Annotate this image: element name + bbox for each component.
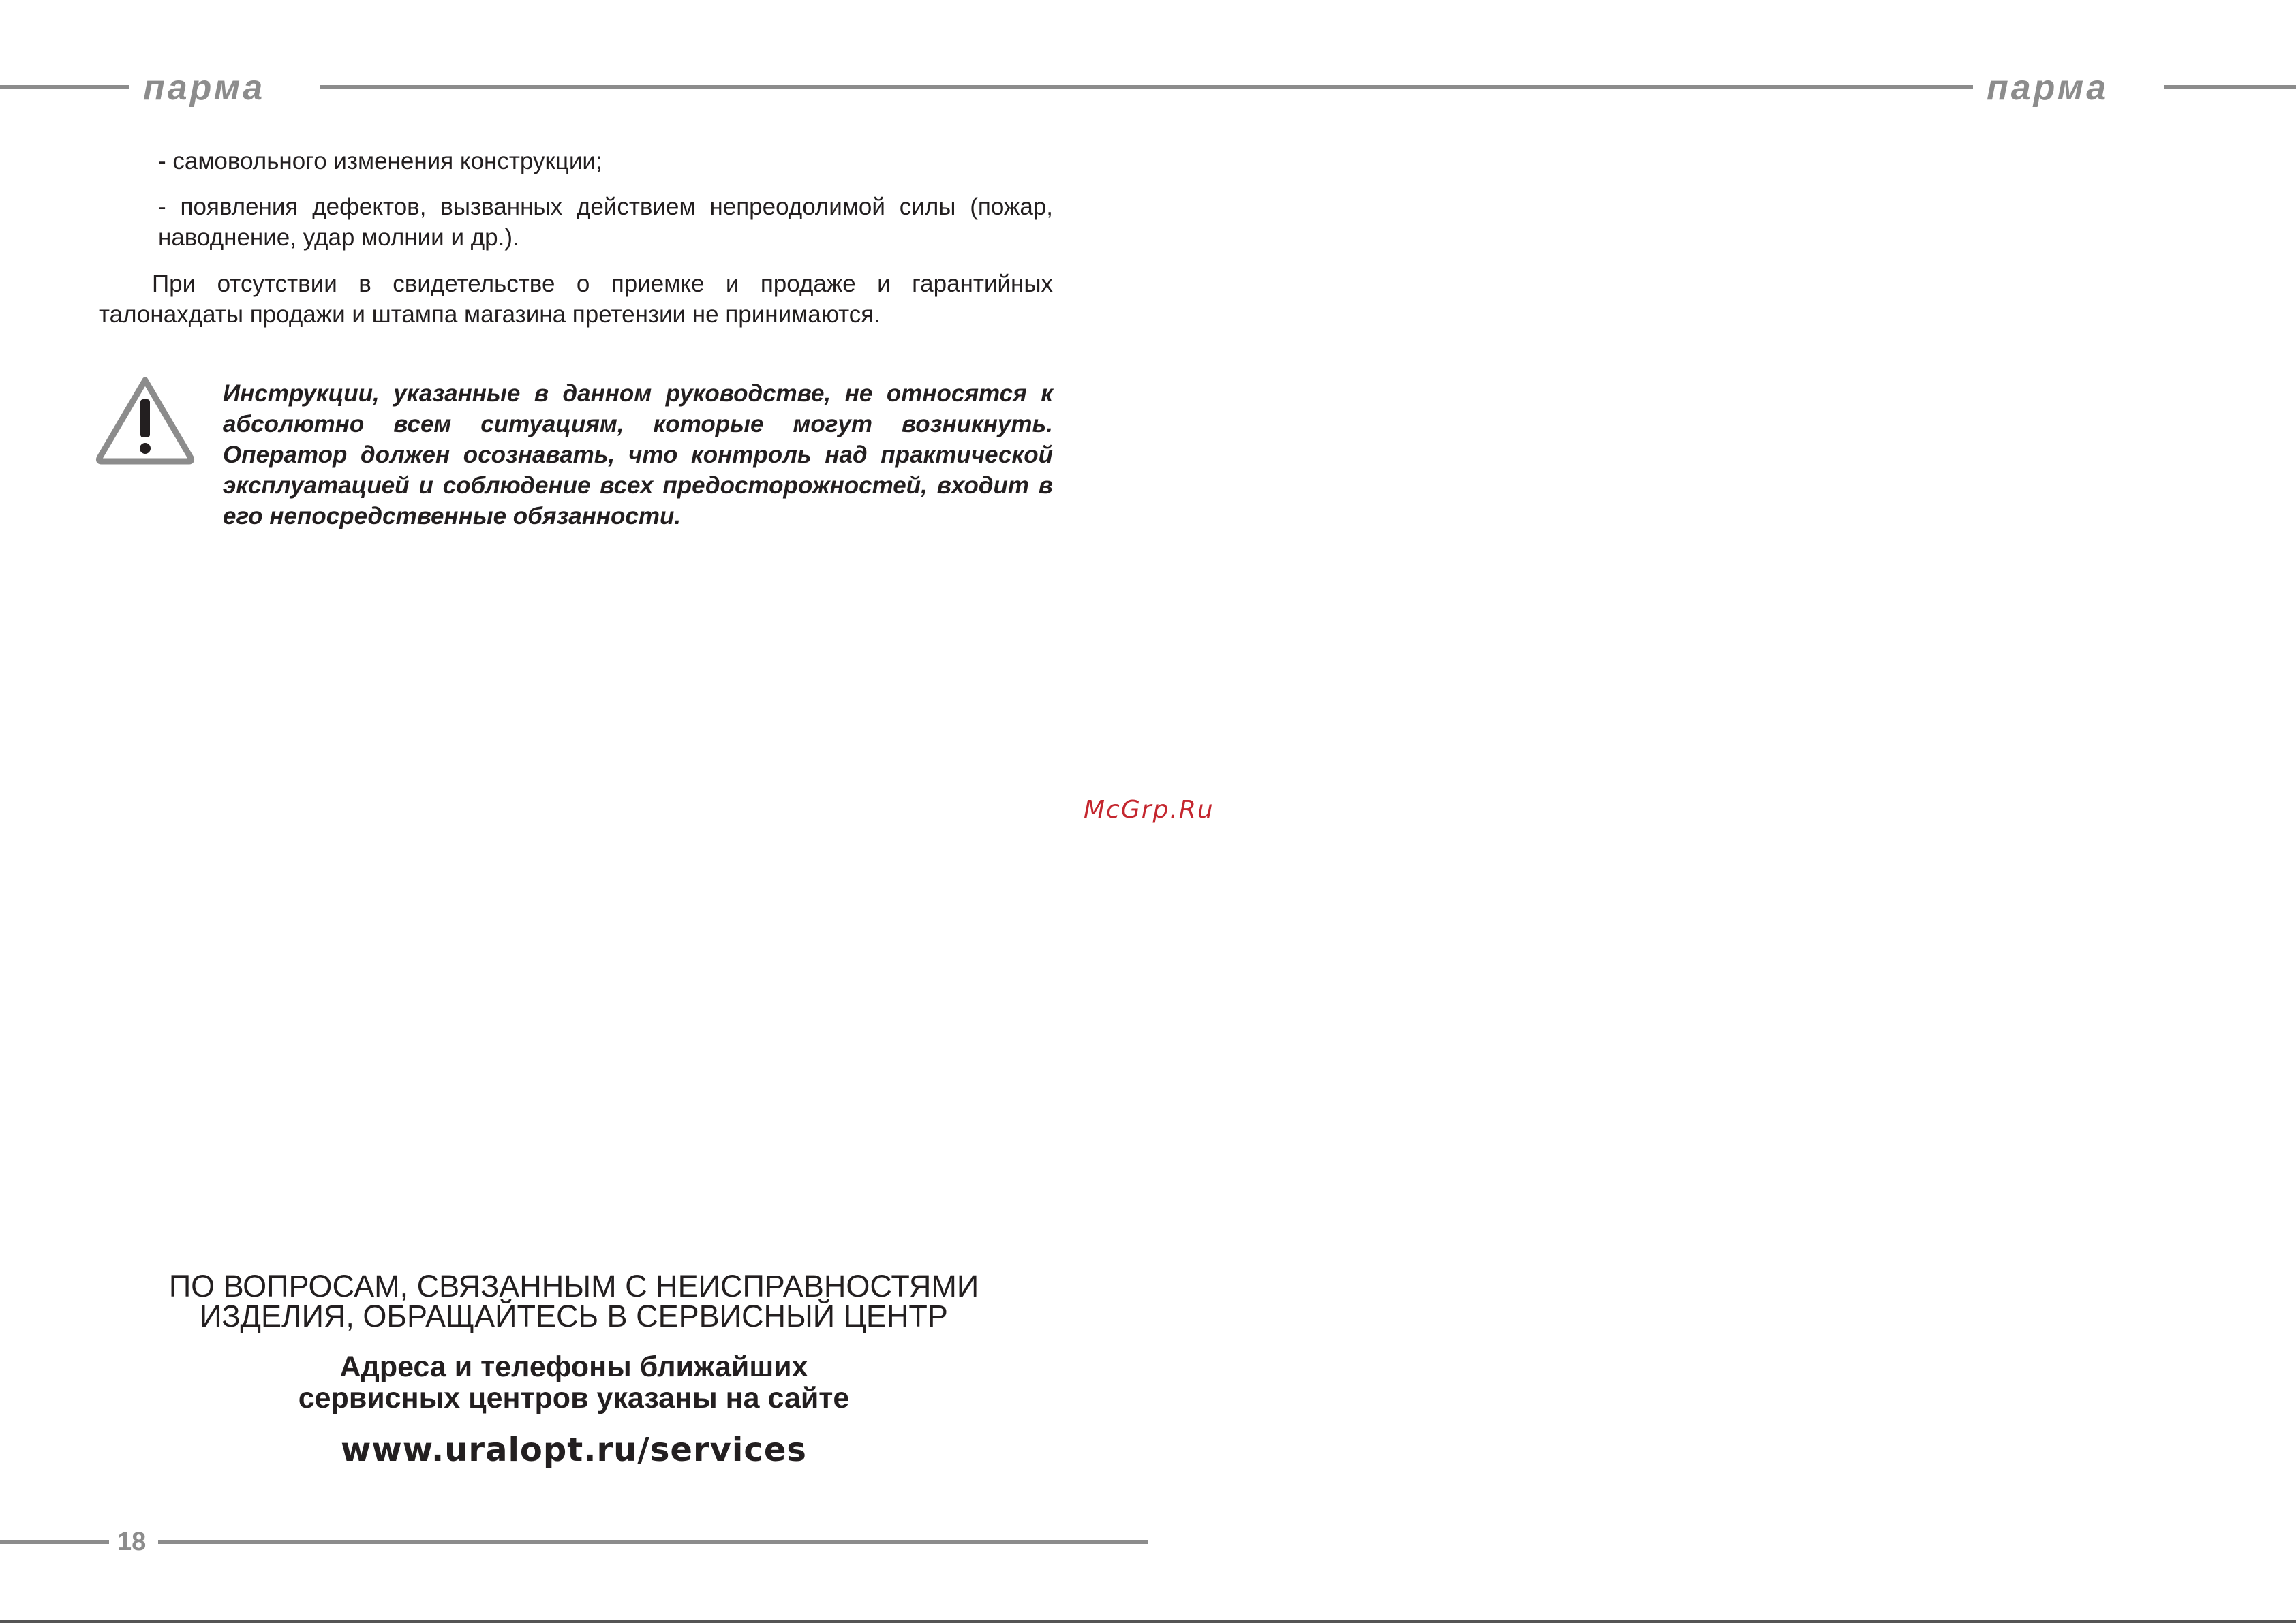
header-rule-right	[2164, 85, 2296, 89]
paragraph: При отсутствии в свидетельстве о приемке и продаже и гарантийных талонахдаты продажи и штампа магазина претензии не принимаются.	[99, 270, 1053, 328]
bullet-item: - появления дефектов, вызванных действием непреодолимой силы (пожар, наводнение, удар молнии и др.).	[158, 194, 1053, 251]
service-heading	[136, 1271, 1011, 1331]
service-subheading-line: сервисных центров указаны на сайте	[298, 1382, 850, 1415]
bullet-item: - самовольного изменения конструкции;	[158, 148, 602, 174]
service-heading-line: ИЗДЕЛИЯ, ОБРАЩАЙТЕСЬ В СЕРВИСНЫЙ ЦЕНТР	[200, 1299, 948, 1333]
service-subheading-line: Адреса и телефоны ближайших	[339, 1350, 808, 1383]
service-heading-line: ПО ВОПРОСАМ, СВЯЗАННЫМ С НЕИСПРАВНОСТЯМИ	[168, 1269, 979, 1303]
footer-rule-left	[0, 1540, 109, 1544]
service-url-link[interactable]: www.uralopt.ru/services	[341, 1431, 807, 1469]
page-number: 18	[117, 1528, 147, 1556]
warning-text: Инструкции, указанные в данном руководстве, не относятся к абсолютно всем ситуациям, которые могут возникнуть. Оператор должен осознавать, что контроль над практической эксплуатацией и соблюдение всех предосторожностей, входит в его непосредственные обязанности.	[223, 380, 1053, 529]
service-subheading	[136, 1351, 1011, 1414]
brand-logo-right: парма	[1987, 68, 2109, 108]
brand-logo-left: парма	[143, 68, 266, 108]
warning-triangle-icon	[95, 376, 195, 465]
watermark: McGrp.Ru	[1084, 796, 1214, 824]
footer-rule-right	[158, 1540, 1148, 1544]
bottom-border	[0, 1620, 2296, 1623]
